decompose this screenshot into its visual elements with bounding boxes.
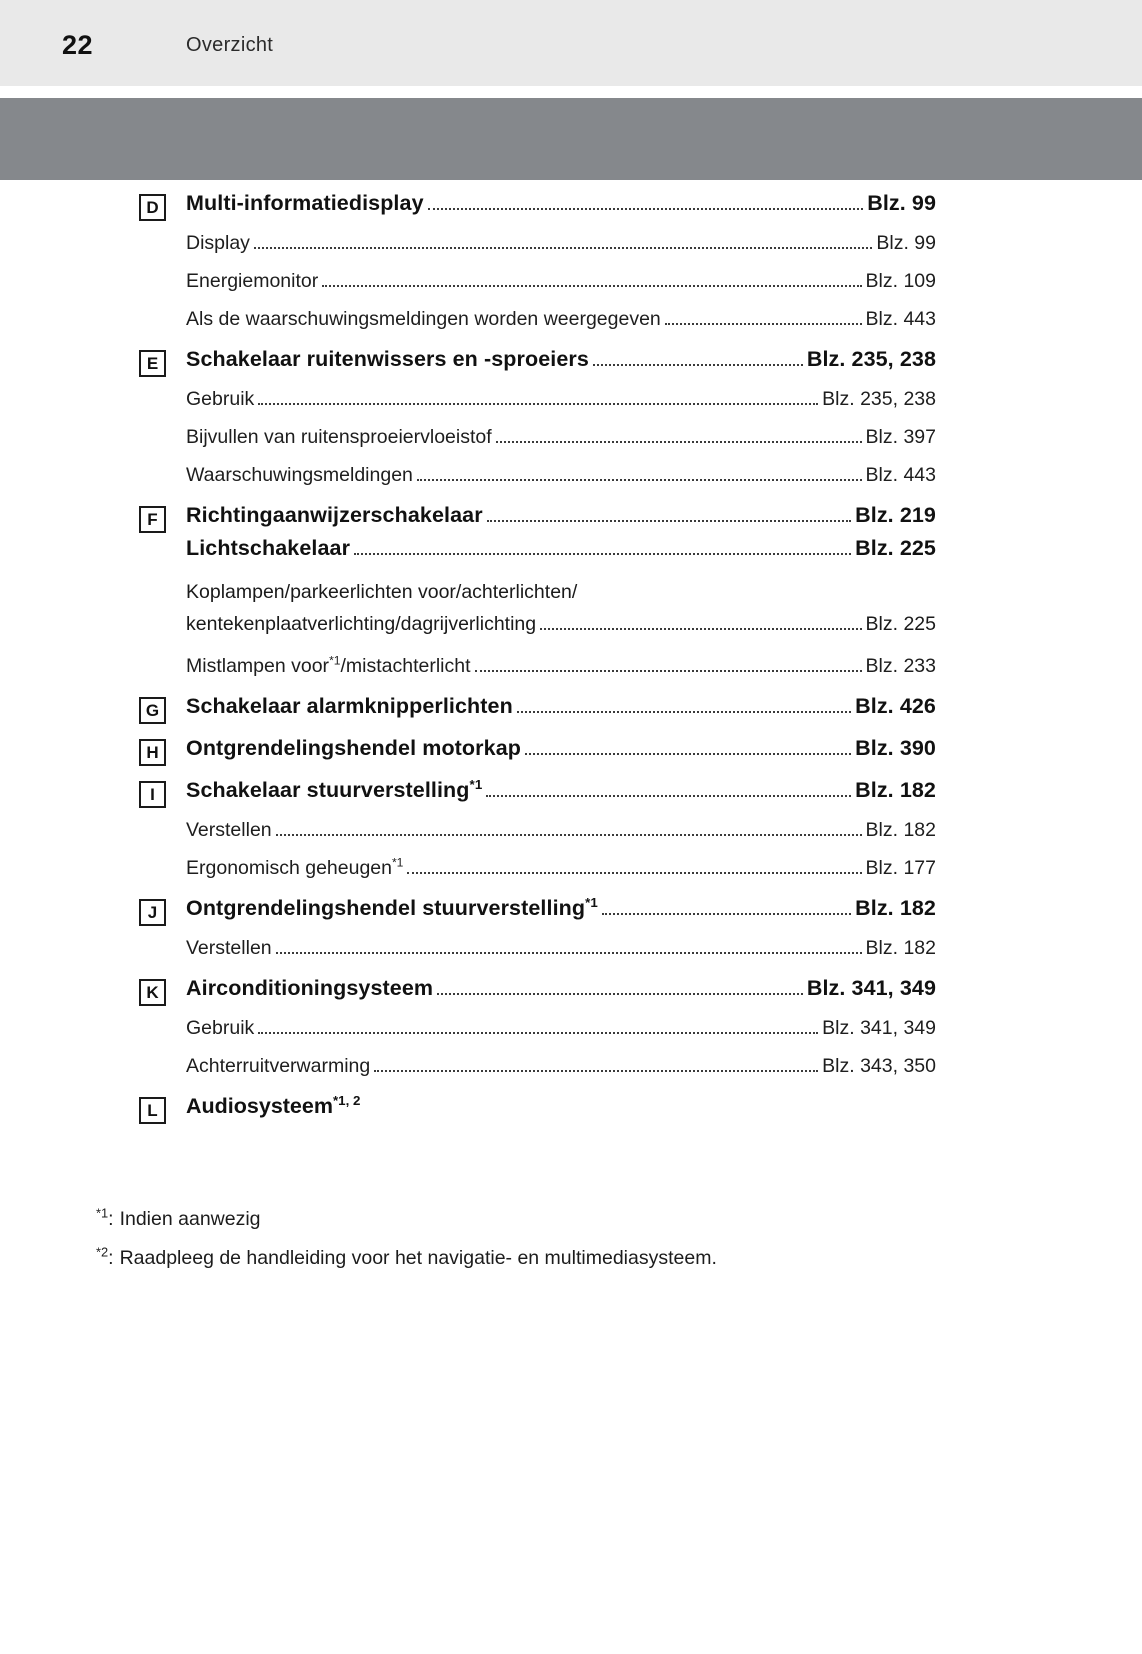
- badge-j: J: [139, 899, 166, 926]
- leader-dots: [322, 285, 861, 287]
- toc-main-pageref: Blz. 235, 238: [806, 347, 936, 371]
- toc-entry-e: [0, 338, 1142, 494]
- footnote-marker: *1, 2: [332, 1093, 361, 1108]
- footnote-mark: $^{*2}$:: [96, 1244, 114, 1269]
- footnote-marker: *1: [391, 855, 404, 870]
- toc-sub-row[interactable]: [186, 929, 936, 967]
- toc-main-pageref: Blz. 99: [867, 191, 936, 215]
- toc-sub-pageref: Blz. 343, 350: [822, 1055, 936, 1078]
- leader-dots: [254, 247, 872, 249]
- toc-sub-row-wrapped[interactable]: [186, 569, 936, 647]
- toc-main-row[interactable]: [186, 769, 936, 811]
- badge-h: H: [139, 739, 166, 766]
- leader-dots: [276, 952, 862, 954]
- leader-dots: [525, 753, 851, 755]
- toc-sub-label: Verstellen: [186, 819, 272, 842]
- footnote-marker: *1: [585, 895, 598, 910]
- leader-dots: [665, 323, 862, 325]
- leader-dots: [496, 441, 862, 443]
- toc-sub-label: Als de waarschuwingsmeldingen worden weergegeven: [186, 308, 661, 330]
- page-header: [0, 0, 1142, 86]
- section-title: Overzicht: [186, 34, 274, 56]
- toc-sub-label: Bijvullen van ruitensproeiervloeistof: [186, 426, 492, 448]
- toc-sub-label: Achterruitverwarming: [186, 1055, 371, 1078]
- toc-main-row[interactable]: [186, 338, 936, 380]
- toc-sub-pageref: Blz. 99: [876, 232, 936, 254]
- toc-sub-row[interactable]: [186, 1009, 936, 1047]
- toc-sub-row[interactable]: [186, 262, 936, 300]
- toc-sub-row[interactable]: [186, 1047, 936, 1085]
- toc-main-row-secondary[interactable]: [186, 536, 936, 569]
- toc-sub-row[interactable]: [186, 647, 936, 685]
- badge-i: I: [139, 781, 166, 808]
- toc-main-label: Audiosysteem$^{*1, 2}$: [186, 1093, 361, 1119]
- toc-main-row[interactable]: [186, 727, 936, 769]
- leader-dots: [374, 1070, 818, 1072]
- toc-sub-pageref: Blz. 443: [865, 464, 936, 486]
- toc-main-label: Richtingaanwijzerschakelaar: [186, 503, 483, 527]
- toc-main-pageref: Blz. 219: [855, 503, 936, 527]
- toc-main-pageref: Blz. 182: [855, 896, 936, 921]
- leader-dots: [540, 628, 861, 630]
- leader-dots: [437, 993, 803, 995]
- toc-main-row[interactable]: [186, 685, 936, 727]
- badge-d: D: [139, 194, 166, 221]
- page-number: 22: [62, 30, 94, 60]
- leader-dots: [354, 553, 851, 555]
- toc-sub-row[interactable]: [186, 224, 936, 262]
- leader-dots: [417, 479, 862, 481]
- badge-k: K: [139, 979, 166, 1006]
- toc-sub-label: Waarschuwingsmeldingen: [186, 464, 413, 486]
- footnote-item: [96, 1205, 1056, 1231]
- toc-main-row[interactable]: [186, 967, 936, 1009]
- toc-sub-label: Gebruik: [186, 388, 255, 410]
- toc-main-pageref: Blz. 225: [855, 536, 936, 560]
- toc-sub-row[interactable]: [186, 849, 936, 887]
- footnote-text: Indien aanwezig: [119, 1208, 261, 1230]
- toc-sub-label: Display: [186, 232, 250, 254]
- toc-sub-row[interactable]: [186, 300, 936, 338]
- toc-entry-k: [0, 967, 1142, 1085]
- toc-main-row[interactable]: [186, 887, 936, 929]
- toc-main-row[interactable]: [186, 182, 936, 224]
- toc-main-row[interactable]: [186, 1085, 936, 1127]
- footnote-mark: $^{*1}$:: [96, 1205, 114, 1230]
- toc-entry-f: [0, 494, 1142, 685]
- toc-main-row[interactable]: [186, 494, 936, 536]
- toc-sub-pageref: Blz. 182: [865, 937, 936, 960]
- leader-dots: [407, 872, 861, 874]
- leader-dots: [475, 670, 862, 672]
- footnotes: [96, 1205, 1056, 1286]
- toc-entry-d: [0, 182, 1142, 338]
- badge-e: E: [139, 350, 166, 377]
- toc-sub-row[interactable]: [186, 418, 936, 456]
- leader-dots: [258, 403, 818, 405]
- toc-sub-label: Verstellen: [186, 937, 272, 960]
- leader-dots: [487, 520, 851, 522]
- toc-sub-row[interactable]: [186, 811, 936, 849]
- toc-content: [0, 182, 1142, 1127]
- toc-main-label: Schakelaar ruitenwissers en -sproeiers: [186, 347, 589, 371]
- toc-main-label: Airconditioningsysteem: [186, 976, 434, 1001]
- toc-main-label: Multi-informatiedisplay: [186, 191, 424, 215]
- toc-sub-pageref: Blz. 235, 238: [822, 388, 936, 410]
- badge-g: G: [139, 697, 166, 724]
- leader-dots: [276, 834, 862, 836]
- toc-entry-j: [0, 887, 1142, 967]
- toc-sub-row[interactable]: [186, 456, 936, 494]
- toc-sub-label: Energiemonitor: [186, 270, 319, 292]
- toc-entry-l: [0, 1085, 1142, 1127]
- footnote-text: Raadpleeg de handleiding voor het navigatie- en multimediasysteem.: [119, 1247, 717, 1269]
- toc-main-pageref: Blz. 426: [855, 694, 936, 719]
- toc-sub-pageref: Blz. 182: [865, 819, 936, 842]
- leader-dots: [258, 1032, 818, 1034]
- toc-main-label: Schakelaar stuurverstelling$^{*1}$: [186, 777, 483, 803]
- footnote-marker: *1: [469, 777, 483, 792]
- toc-main-pageref: Blz. 341, 349: [806, 976, 936, 1001]
- header-band: [0, 98, 1142, 180]
- toc-sub-label: Mistlampen voor$^{*1}$/mistachterlicht: [186, 653, 471, 678]
- toc-sub-label: Gebruik: [186, 1017, 255, 1040]
- leader-dots: [517, 711, 851, 713]
- toc-main-label: Lichtschakelaar: [186, 536, 351, 560]
- toc-sub-pageref: Blz. 397: [865, 426, 936, 448]
- badge-f: F: [139, 506, 166, 533]
- footnote-marker: *1: [329, 653, 341, 668]
- toc-entry-i: [0, 769, 1142, 887]
- toc-sub-pageref: Blz. 341, 349: [822, 1017, 936, 1040]
- toc-sub-pageref: Blz. 233: [865, 655, 936, 678]
- toc-sub-label: Ergonomisch geheugen$^{*1}$: [186, 855, 404, 880]
- toc-main-label: Ontgrendelingshendel stuurverstelling$^{*1}$: [186, 895, 598, 921]
- toc-main-pageref: Blz. 182: [855, 778, 936, 803]
- toc-sub-pageref: Blz. 109: [865, 270, 936, 292]
- toc-main-pageref: Blz. 390: [855, 736, 936, 761]
- toc-main-label: Schakelaar alarmknipperlichten: [186, 694, 513, 719]
- toc-sub-pageref: Blz. 443: [865, 308, 936, 330]
- toc-sub-label-line2: kentekenplaatverlichting/dagrijverlichting: [186, 612, 537, 635]
- footnote-item: [96, 1244, 1056, 1270]
- toc-sub-label-line1: Koplampen/parkeerlichten voor/achterlichten/: [186, 581, 578, 603]
- toc-sub-pageref: Blz. 225: [865, 612, 936, 635]
- toc-sub-row[interactable]: [186, 380, 936, 418]
- leader-dots: [593, 364, 803, 366]
- toc-entry-h: [0, 727, 1142, 769]
- leader-dots: [486, 795, 851, 797]
- leader-dots: [602, 913, 851, 915]
- leader-dots: [428, 208, 864, 210]
- toc-sub-pageref: Blz. 177: [865, 857, 936, 880]
- badge-l: L: [139, 1097, 166, 1124]
- toc-main-label: Ontgrendelingshendel motorkap: [186, 736, 521, 761]
- toc-entry-g: [0, 685, 1142, 727]
